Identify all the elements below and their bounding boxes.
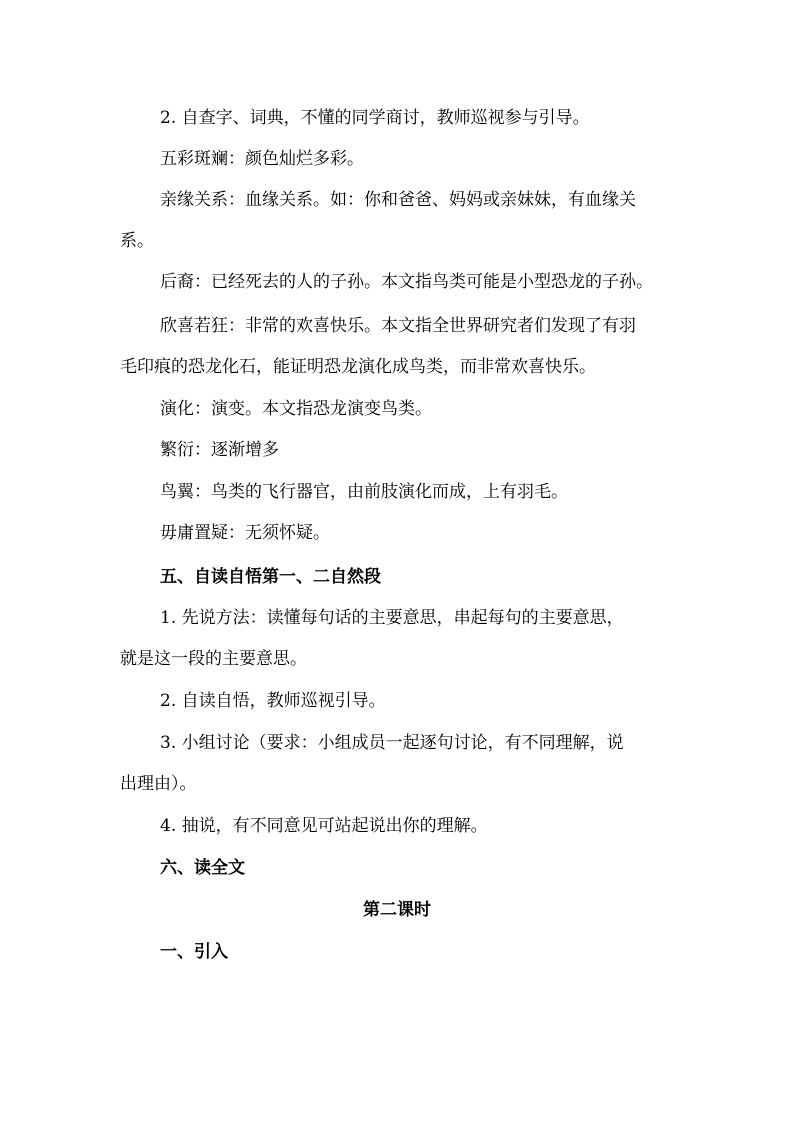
section-heading-1: 一、引入 [160, 942, 228, 962]
step-3-line-cont: 出理由）。 [120, 774, 197, 794]
lesson-title: 第二课时 [363, 900, 431, 920]
section-heading-5: 五、自读自悟第一、二自然段 [160, 567, 381, 587]
step-1-line: 1. 先说方法：读懂每句话的主要意思，串起每句的主要意思， [160, 608, 624, 628]
step-1-line-cont: 就是这一段的主要意思。 [120, 649, 307, 669]
definition-wuyong: 毋庸置疑：无须怀疑。 [160, 523, 330, 543]
step-3-line: 3. 小组讨论（要求：小组成员一起逐句讨论，有不同理解，说 [160, 733, 624, 753]
definition-niaoyi: 鸟翼：鸟类的飞行器官，由前肢演化而成，上有羽毛。 [160, 482, 568, 502]
definition-fanyan: 繁衍：逐渐增多 [160, 440, 279, 460]
step-2b-line: 2. 自读自悟，教师巡视引导。 [160, 691, 386, 711]
definition-xinxi-cont: 毛印痕的恐龙化石，能证明恐龙演化成鸟类，而非常欢喜快乐。 [120, 357, 596, 377]
definition-qinyuan: 亲缘关系：血缘关系。如：你和爸爸、妈妈或亲妹妹，有血缘关 [160, 190, 636, 210]
step-4-line: 4. 抽说，有不同意见可站起说出你的理解。 [160, 816, 488, 836]
definition-qinyuan-cont: 系。 [120, 231, 154, 251]
section-heading-6: 六、读全文 [160, 858, 245, 878]
definition-houyi: 后裔：已经死去的人的子孙。本文指鸟类可能是小型恐龙的子孙。 [160, 272, 653, 292]
definition-yanhua: 演化：演变。本文指恐龙演变鸟类。 [160, 399, 432, 419]
definition-xinxi: 欣喜若狂：非常的欢喜快乐。本文指全世界研究者们发现了有羽 [160, 316, 636, 336]
step-2-line: 2. 自查字、词典，不懂的同学商讨，教师巡视参与引导。 [160, 108, 590, 128]
definition-wucai: 五彩斑斓：颜色灿烂多彩。 [160, 149, 364, 169]
